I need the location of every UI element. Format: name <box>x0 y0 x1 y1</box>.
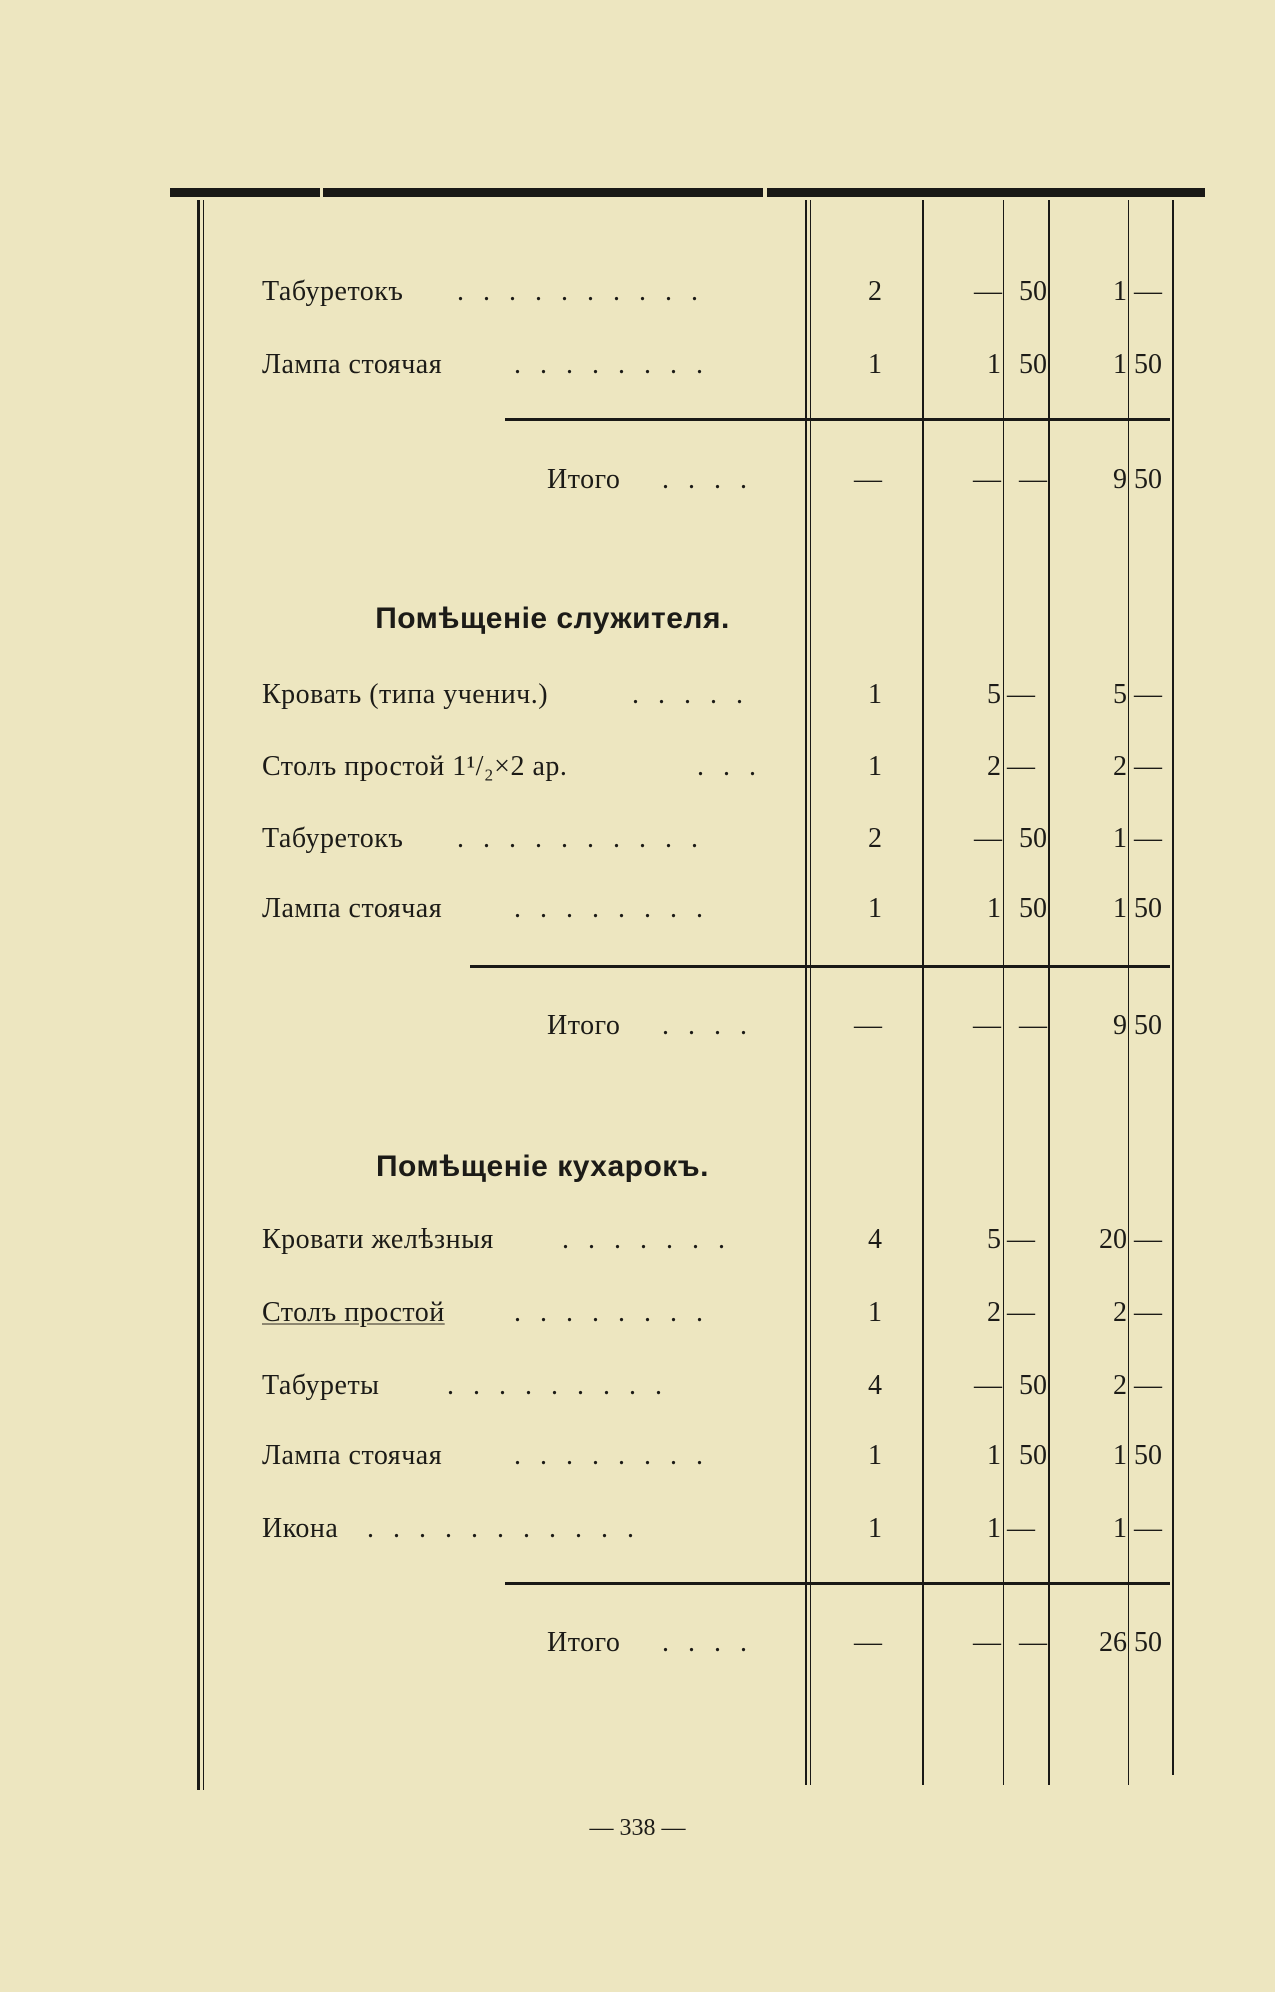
price-rubles: — <box>973 1627 1001 1658</box>
total-label: Итого <box>547 1627 621 1658</box>
sum-kopecks: — <box>1134 679 1162 710</box>
price-rubles: 5 <box>987 1224 1001 1255</box>
item-name: Икона <box>262 1513 339 1544</box>
item-name: Лампа стоячая <box>262 349 443 380</box>
sum-kopecks: — <box>1134 823 1162 854</box>
item-name: Столъ простой <box>262 1297 445 1328</box>
total-row <box>262 1006 1172 1046</box>
price-kopecks: 50 <box>1019 276 1047 307</box>
sum-kopecks: — <box>1134 276 1162 307</box>
price-rubles: 1 <box>987 1440 1001 1471</box>
column-rule <box>203 200 204 1790</box>
price-kopecks: — <box>1007 751 1035 782</box>
leader-dots: . . . . . . . . . . <box>457 276 704 307</box>
item-name: Лампа стоячая <box>262 893 443 924</box>
sum-kopecks: 50 <box>1134 464 1162 495</box>
top-rule <box>323 188 763 197</box>
price-kopecks: — <box>1019 1627 1047 1658</box>
quantity: 1 <box>868 893 882 924</box>
quantity: 1 <box>868 1440 882 1471</box>
price-kopecks: — <box>1019 1010 1047 1041</box>
total-rule <box>505 1582 1170 1585</box>
sum-kopecks: 50 <box>1134 893 1162 924</box>
leader-dots: . . . . . . . . <box>514 1297 709 1328</box>
item-name: Табуреты <box>262 1370 380 1401</box>
price-rubles: — <box>974 1370 1002 1401</box>
top-rule <box>767 188 1205 197</box>
sum-kopecks: — <box>1134 1224 1162 1255</box>
table-row <box>262 1509 1172 1549</box>
sum-kopecks: — <box>1134 1370 1162 1401</box>
table-row <box>262 889 1172 929</box>
price-kopecks: 50 <box>1019 1370 1047 1401</box>
quantity: — <box>854 1010 882 1041</box>
table-row <box>262 1366 1172 1406</box>
price-rubles: 2 <box>987 1297 1001 1328</box>
sum-rubles: 9 <box>1113 1010 1127 1041</box>
price-rubles: — <box>974 276 1002 307</box>
total-label: Итого <box>547 1010 621 1041</box>
price-kopecks: — <box>1007 1297 1035 1328</box>
price-kopecks: 50 <box>1019 823 1047 854</box>
item-name: Лампа стоячая <box>262 1440 443 1471</box>
sum-kopecks: — <box>1134 751 1162 782</box>
quantity: 1 <box>868 679 882 710</box>
sum-kopecks: — <box>1134 1513 1162 1544</box>
item-name: Столъ простой 1¹/₂×2 ар. <box>262 751 568 782</box>
leader-dots: . . . . . . . . <box>514 1440 709 1471</box>
price-rubles: 1 <box>987 349 1001 380</box>
leader-dots: . . . . . . . . <box>514 893 709 924</box>
price-rubles: 5 <box>987 679 1001 710</box>
total-row <box>262 1623 1172 1663</box>
sum-rubles: 9 <box>1113 464 1127 495</box>
sum-rubles: 1 <box>1113 1440 1127 1471</box>
quantity: — <box>854 1627 882 1658</box>
quantity: 1 <box>868 751 882 782</box>
sum-rubles: 2 <box>1113 1370 1127 1401</box>
quantity: 1 <box>868 349 882 380</box>
sum-rubles: 1 <box>1113 823 1127 854</box>
sum-rubles: 1 <box>1113 349 1127 380</box>
quantity: 4 <box>868 1224 882 1255</box>
item-name: Табуретокъ <box>262 823 404 854</box>
leader-dots: . . . . . <box>632 679 749 710</box>
item-name: Кровать (типа ученич.) <box>262 679 549 710</box>
total-rule <box>470 965 1170 968</box>
table-row <box>262 675 1172 715</box>
price-rubles: — <box>974 823 1002 854</box>
total-rule <box>505 418 1170 421</box>
table-row <box>262 1293 1172 1333</box>
sum-rubles: 2 <box>1113 751 1127 782</box>
table-row <box>262 1436 1172 1476</box>
quantity: — <box>854 464 882 495</box>
price-kopecks: — <box>1007 1513 1035 1544</box>
leader-dots: . . . . . . . . . <box>447 1370 668 1401</box>
sum-rubles: 2 <box>1113 1297 1127 1328</box>
leader-dots: . . . . . . . . . . . <box>367 1513 640 1544</box>
price-kopecks: — <box>1019 464 1047 495</box>
section-heading: Помѣщеніе кухарокъ. <box>375 1150 710 1183</box>
sum-kopecks: 50 <box>1134 349 1162 380</box>
leader-dots: . . . . <box>662 464 753 495</box>
leader-dots: . . . <box>697 751 762 782</box>
item-name: Табуретокъ <box>262 276 404 307</box>
sum-rubles: 1 <box>1113 276 1127 307</box>
price-kopecks: — <box>1007 679 1035 710</box>
table-row <box>262 819 1172 859</box>
quantity: 1 <box>868 1513 882 1544</box>
sum-kopecks: 50 <box>1134 1440 1162 1471</box>
leader-dots: . . . . . . . . . . <box>457 823 704 854</box>
sum-rubles: 5 <box>1113 679 1127 710</box>
top-rule <box>170 188 320 197</box>
sum-rubles: 26 <box>1099 1627 1127 1658</box>
item-name: Кровати желѣзныя <box>262 1224 494 1255</box>
page-number: — 338 — <box>589 1815 686 1841</box>
column-rule <box>197 200 200 1790</box>
leader-dots: . . . . <box>662 1627 753 1658</box>
price-kopecks: 50 <box>1019 893 1047 924</box>
leader-dots: . . . . . . . <box>562 1224 731 1255</box>
quantity: 1 <box>868 1297 882 1328</box>
quantity: 2 <box>868 823 882 854</box>
sum-rubles: 1 <box>1113 893 1127 924</box>
table-row <box>262 747 1172 787</box>
total-label: Итого <box>547 464 621 495</box>
quantity: 2 <box>868 276 882 307</box>
total-row <box>262 460 1172 500</box>
sum-rubles: 20 <box>1099 1224 1127 1255</box>
table-row <box>262 1220 1172 1260</box>
sum-rubles: 1 <box>1113 1513 1127 1544</box>
sum-kopecks: — <box>1134 1297 1162 1328</box>
sum-kopecks: 50 <box>1134 1010 1162 1041</box>
section-heading: Помѣщеніе служителя. <box>375 602 730 635</box>
price-rubles: 1 <box>987 1513 1001 1544</box>
price-kopecks: — <box>1007 1224 1035 1255</box>
sum-kopecks: 50 <box>1134 1627 1162 1658</box>
leader-dots: . . . . <box>662 1010 753 1041</box>
price-rubles: 1 <box>987 893 1001 924</box>
price-rubles: 2 <box>987 751 1001 782</box>
table-row <box>262 345 1172 385</box>
price-rubles: — <box>973 464 1001 495</box>
price-kopecks: 50 <box>1019 1440 1047 1471</box>
price-kopecks: 50 <box>1019 349 1047 380</box>
price-rubles: — <box>973 1010 1001 1041</box>
table-row <box>262 272 1172 312</box>
leader-dots: . . . . . . . . <box>514 349 709 380</box>
quantity: 4 <box>868 1370 882 1401</box>
